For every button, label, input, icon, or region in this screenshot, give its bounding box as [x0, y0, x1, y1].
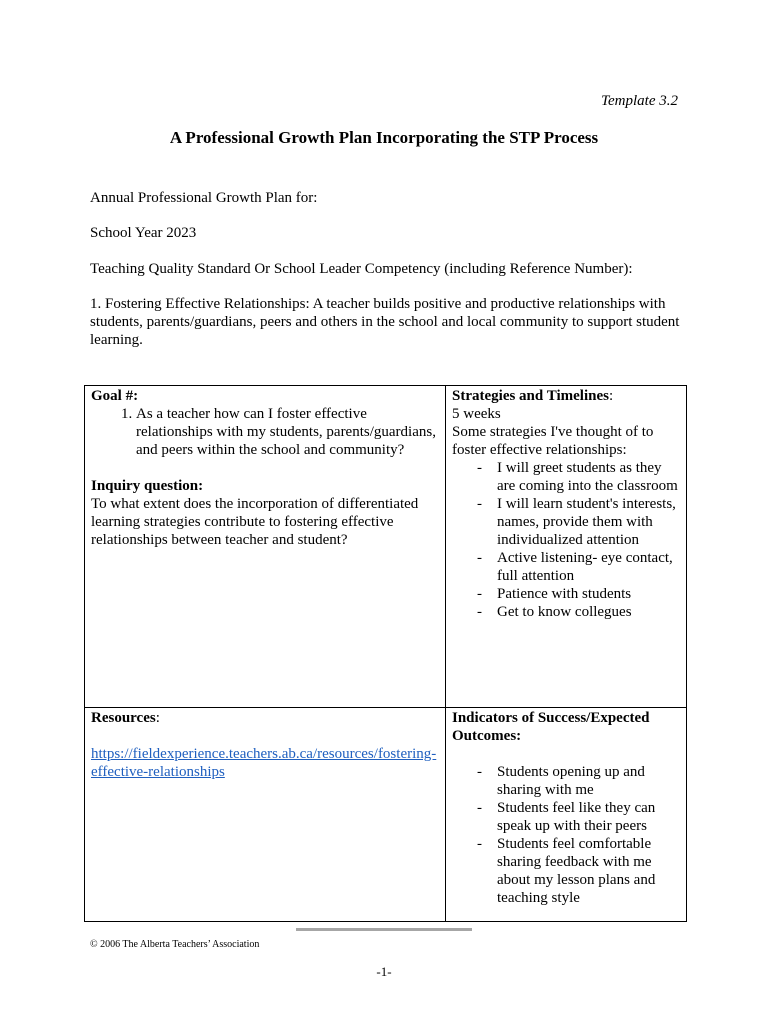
tqs-label: Teaching Quality Standard Or School Leader Competency (including Reference Number): — [90, 261, 633, 277]
resource-link[interactable]: https://fieldexperience.teachers.ab.ca/resources/fostering-effective-relationships — [91, 746, 437, 780]
list-item: - Students feel like they can speak up with their peers — [452, 799, 680, 835]
indicators-list — [452, 763, 680, 907]
strategies-intro: Some strategies I've thought of to foster effective relationships: — [452, 424, 654, 458]
strategies-list — [452, 459, 680, 621]
table-row — [85, 708, 687, 922]
school-year: School Year 2023 — [90, 225, 197, 241]
document-title: A Professional Growth Plan Incorporating the STP Process — [169, 128, 599, 147]
resources-cell — [85, 708, 446, 922]
footer-divider — [296, 928, 472, 931]
strategies-cell — [446, 386, 687, 708]
strategies-label: Strategies and Timelines — [452, 388, 609, 404]
list-item: - Get to know collegues — [452, 603, 680, 621]
page-number: -1- — [376, 964, 392, 979]
template-label: Template 3.2 — [601, 93, 678, 109]
goal-item: 1. As a teacher how can I foster effective relationships with my students, parents/guardians, and peers within the school and community? — [136, 405, 439, 459]
resources-label: Resources — [91, 710, 156, 726]
strategies-heading — [452, 387, 680, 405]
list-item: - I will greet students as they are coming into the classroom — [452, 459, 680, 495]
strategies-label-suffix: : — [608, 388, 614, 404]
list-item: - Active listening- eye contact, full attention — [452, 549, 680, 585]
goal-cell — [85, 386, 446, 708]
indicators-cell — [446, 708, 687, 922]
spacer — [91, 727, 439, 745]
resources-heading — [91, 709, 439, 727]
inquiry-text: To what extent does the incorporation of differentiated learning strategies contribute to fostering effective relationships between teacher and student? — [91, 496, 419, 548]
plan-for-label: Annual Professional Growth Plan for: — [90, 190, 318, 206]
spacer — [452, 745, 680, 763]
indicators-label: Indicators of Success/Expected Outcomes: — [452, 710, 650, 744]
copyright-notice: © 2006 The Alberta Teachers’ Association — [90, 939, 260, 950]
standard-text: 1. Fostering Effective Relationships: A teacher builds positive and productive relationships with students, parents/guardians, peers and others in the school and local community to support student learning. — [90, 296, 680, 348]
growth-plan-table — [84, 385, 687, 922]
table-row — [85, 386, 687, 708]
list-item: - Students feel comfortable sharing feedback with me about my lesson plans and teaching style — [452, 835, 680, 907]
goal-list — [91, 405, 439, 459]
list-item: - Students opening up and sharing with me — [452, 763, 680, 799]
spacer — [91, 459, 439, 477]
list-item: - Patience with students — [452, 585, 680, 603]
resources-label-suffix: : — [155, 710, 160, 726]
list-item: - I will learn student's interests, names, provide them with individualized attention — [452, 495, 680, 549]
strategies-timeline: 5 weeks — [452, 406, 501, 422]
inquiry-label: Inquiry question: — [91, 478, 204, 494]
goal-label: Goal #: — [91, 388, 139, 404]
